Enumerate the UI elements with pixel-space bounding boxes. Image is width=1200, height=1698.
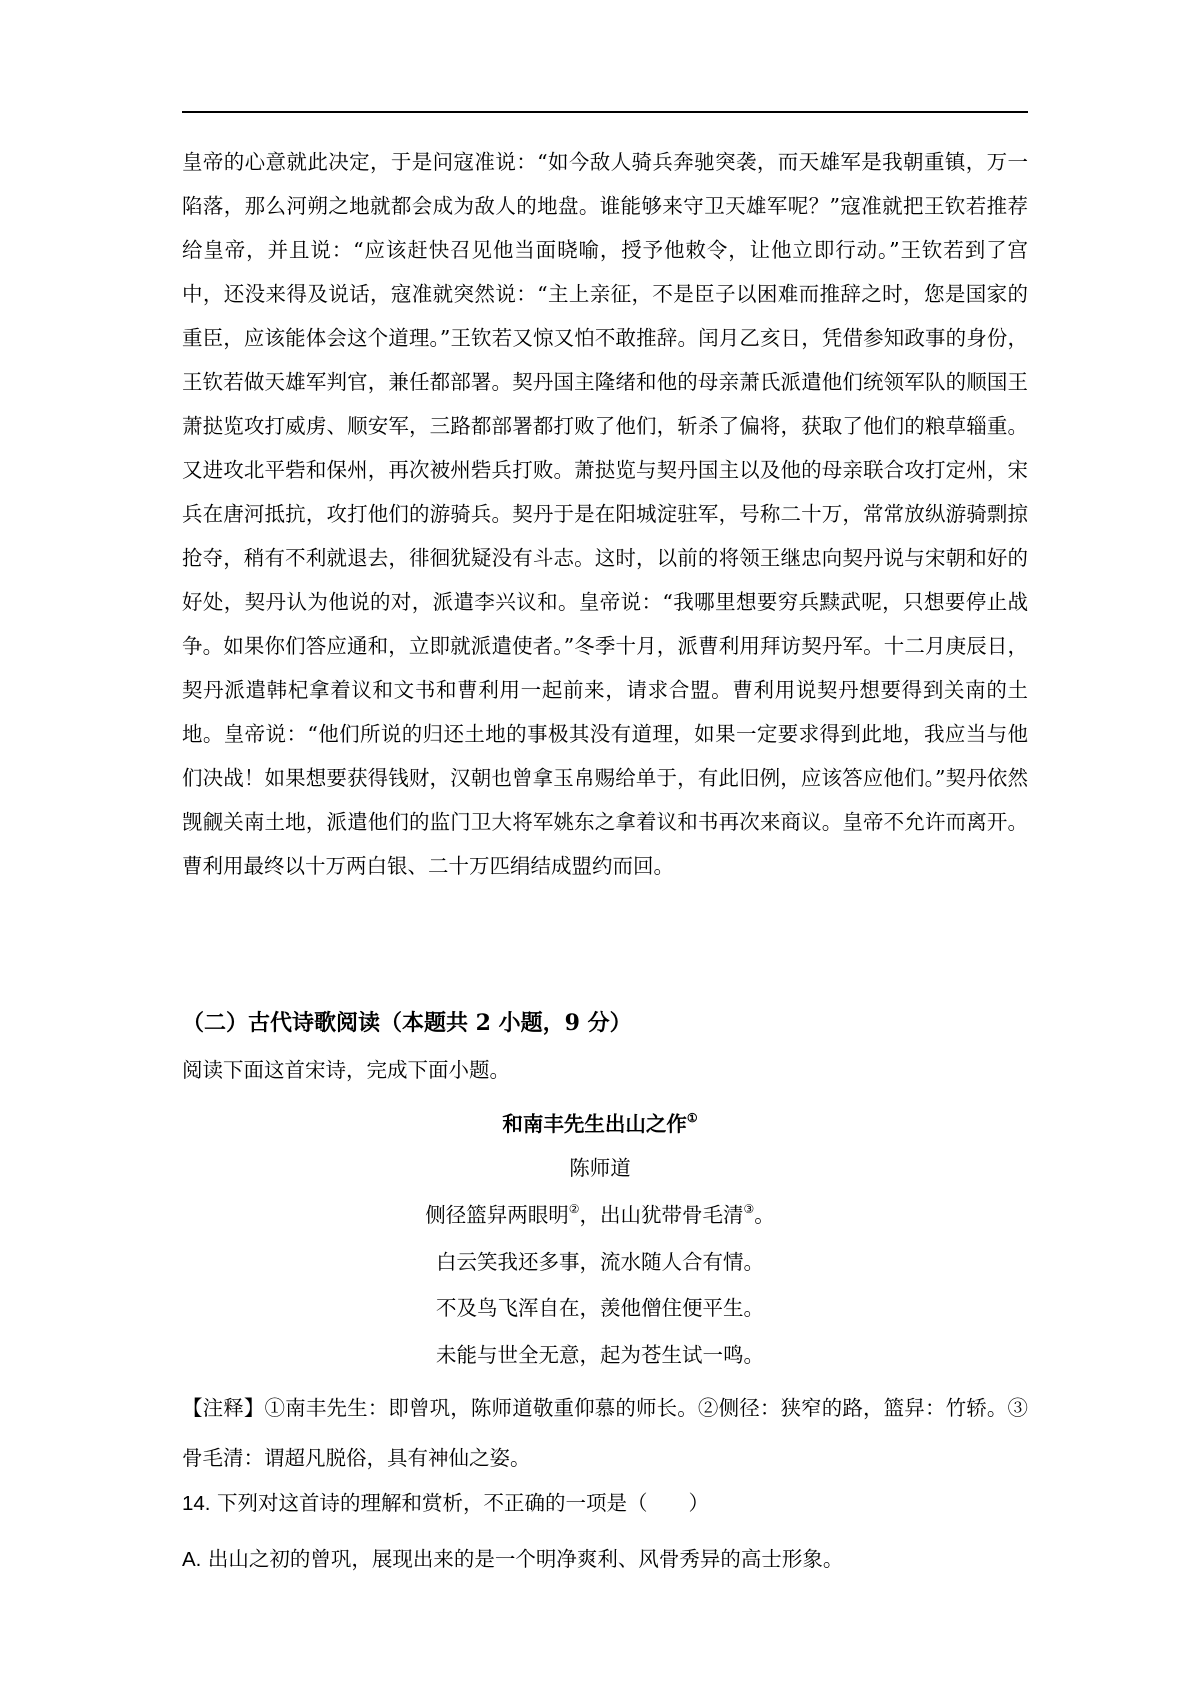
footnote-marker: ② [568,1202,580,1216]
option-letter: A. [182,1548,202,1571]
poem-line-2: 白云笑我还多事，流水随人合有情。 [436,1250,764,1274]
poem-line-1-part-b: ，出山犹带骨毛清 [579,1203,744,1227]
option-text: 出山之初的曾巩，展现出来的是一个明净爽利、风骨秀异的高士形象。 [207,1547,844,1571]
poem-title-text: 和南丰先生出山之作 [502,1112,687,1136]
question-text: 下列对这首诗的理解和赏析，不正确的一项是（ ） [217,1491,710,1515]
poem-title [0,1108,1200,1140]
header-rule [182,111,1028,113]
poem-line-1-part-c: 。 [754,1203,775,1227]
translation-passage: 皇帝的心意就此决定，于是问寇准说：“如今敌人骑兵奔驰突袭，而天雄军是我朝重镇，万一陷落，那么河朔之地就都会成为敌人的地盘。谁能够来守卫天雄军呢？”寇准就把王钦若推荐给皇帝，并且说：“应该赶快召见他当面晓喻，授予他敕令，让他立即行动。”王钦若到了宫中，还没来得及说话，寇准就突然说：“主上亲征，不是臣子以困难而推辞之时，您是国家的重臣，应该能体会这个道理。”王钦若又惊又怕不敢推辞。闰月乙亥日，凭借参知政事的身份，王钦若做天雄军判官，兼任都部署。契丹国主隆绪和他的母亲萧氏派遣他们统领军队的顺国王萧挞览攻打威虏、顺安军，三路都部署都打败了他们，斩杀了偏将，获取了他们的粮草辎重。又进攻北平砦和保州，再次被州砦兵打败。萧挞览与契丹国主以及他的母亲联合攻打定州，宋兵在唐河抵抗，攻打他们的游骑兵。契丹于是在阳城淀驻军，号称二十万，常常放纵游骑剽掠抢夺，稍有不利就退去，徘徊犹疑没有斗志。这时，以前的将领王继忠向契丹说与宋朝和好的好处，契丹认为他说的对，派遣李兴议和。皇帝说：“我哪里想要穷兵黩武呢，只想要停止战争。如果你们答应通和，立即就派遣使者。”冬季十月，派曹利用拜访契丹军。十二月庚辰日，契丹派遣韩杞拿着议和文书和曹利用一起前来，请求合盟。曹利用说契丹想要得到关南的土地。皇帝说：“他们所说的归还土地的事极其没有道理，如果一定要求得到此地，我应当与他们决战！如果想要获得钱财，汉朝也曾拿玉帛赐给单于，有此旧例，应该答应他们。”契丹依然觊觎关南土地，派遣他们的监门卫大将军姚东之拿着议和书再次来商议。皇帝不允许而离开。曹利用最终以十万两白银、二十万匹绢结成盟约而回。 [182,150,1028,878]
poem-line-1-part-a: 侧径篮舁两眼明 [425,1203,569,1227]
poem-author: 陈师道 [569,1156,631,1180]
poem-line-3: 不及鸟飞浑自在，羡他僧住便平生。 [436,1296,764,1320]
poem-line-4: 未能与世全无意，起为苍生试一鸣。 [436,1343,764,1367]
footnote-marker: ③ [743,1202,755,1216]
question-number: 14. [182,1492,211,1515]
footnote-marker: ① [686,1111,698,1125]
question-14 [182,1487,709,1520]
section-instruction: 阅读下面这首宋诗，完成下面小题。 [182,1058,510,1082]
annotation-notes: 【注释】①南丰先生：即曾巩，陈师道敬重仰慕的师长。②侧径：狭窄的路，篮舁：竹轿。③骨毛清：谓超凡脱俗，具有神仙之姿。 [182,1396,1028,1470]
option-a [182,1543,843,1576]
section-heading: （二）古代诗歌阅读（本题共 2 小题，9 分） [182,1010,632,1036]
poem-line-1 [0,1199,1200,1231]
